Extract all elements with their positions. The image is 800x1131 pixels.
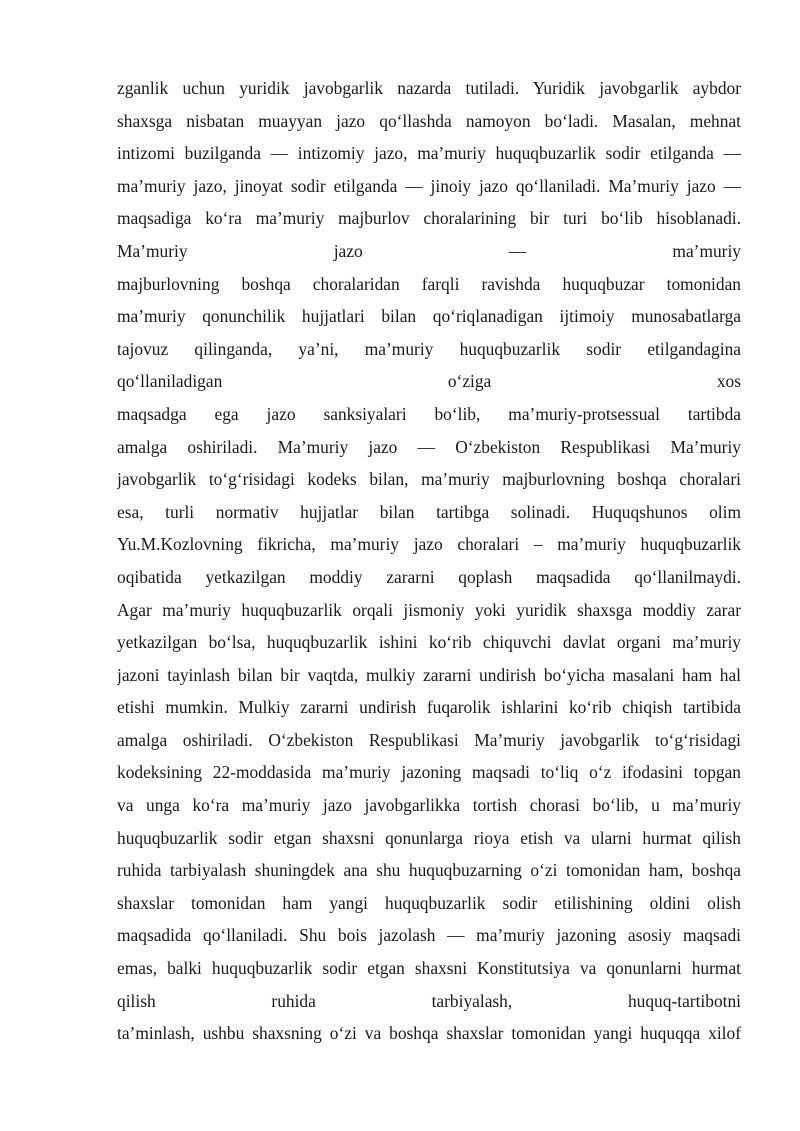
text-line: tajovuz qilinganda, ya’ni, ma’muriy huquqbuzarlik sodir etilgandagina	[117, 338, 741, 359]
text-line: maqsadga ega jazo sanksiyalari bo‘lib, ma’muriy-protsessual tartibda	[117, 403, 741, 424]
text-line: Agar ma’muriy huquqbuzarlik orqali jismoniy yoki yuridik shaxsga moddiy zarar	[117, 599, 741, 620]
text-line: va unga ko‘ra ma’muriy jazo javobgarlikka tortish chorasi bo‘lib, u ma’muriy	[117, 795, 741, 816]
text-line: qo‘llaniladigan o‘ziga xos	[117, 371, 741, 392]
text-line: emas, balki huquqbuzarlik sodir etgan shaxsni Konstitutsiya va qonunlarni hurmat	[117, 958, 741, 979]
text-line: shaxslar tomonidan ham yangi huquqbuzarlik sodir etilishining oldini olish	[117, 892, 741, 913]
text-line: maqsadiga ko‘ra ma’muriy majburlov choralarining bir turi bo‘lib hisoblanadi.	[117, 208, 741, 229]
text-line: amalga oshiriladi. O‘zbekiston Respublikasi Ma’muriy javobgarlik to‘g‘risidagi	[117, 729, 741, 750]
text-line: Ma’muriy jazo — ma’muriy	[117, 240, 741, 261]
text-line: oqibatida yetkazilgan moddiy zararni qoplash maqsadida qo‘llanilmaydi.	[117, 566, 741, 587]
body-text	[117, 72, 741, 1050]
text-line: majburlovning boshqa choralaridan farqli ravishda huquqbuzar tomonidan	[117, 273, 741, 294]
text-line: ta’minlash, ushbu shaxsning o‘zi va boshqa shaxslar tomonidan yangi huquqqa xilof	[117, 1023, 741, 1044]
text-line: zganlik uchun yuridik javobgarlik nazarda tutiladi. Yuridik javobgarlik aybdor	[117, 78, 741, 98]
text-line: jazoni tayinlash bilan bir vaqtda, mulkiy zararni undirish bo‘yicha masalani ham hal	[117, 664, 741, 685]
text-line: etishi mumkin. Mulkiy zararni undirish fuqarolik ishlarini ko‘rib chiqish tartibida	[117, 697, 741, 718]
text-line: shaxsga nisbatan muayyan jazo qo‘llashda namoyon bo‘ladi. Masalan, mehnat	[117, 110, 741, 131]
text-line: ruhida tarbiyalash shuningdek ana shu huquqbuzarning o‘zi tomonidan ham, boshqa	[117, 860, 741, 881]
text-line: intizomi buzilganda — intizomiy jazo, ma’muriy huquqbuzarlik sodir etilganda —	[117, 143, 741, 164]
text-line: qilish ruhida tarbiyalash, huquq-tartibotni	[117, 990, 741, 1011]
text-line: yetkazilgan bo‘lsa, huquqbuzarlik ishini ko‘rib chiquvchi davlat organi ma’muriy	[117, 632, 741, 653]
text-line: ma’muriy qonunchilik hujjatlari bilan qo‘riqlanadigan ijtimoiy munosabatlarga	[117, 306, 741, 327]
text-line: Yu.M.Kozlovning fikricha, ma’muriy jazo choralari – ma’muriy huquqbuzarlik	[117, 534, 741, 555]
text-line: maqsadida qo‘llaniladi. Shu bois jazolash — ma’muriy jazoning asosiy maqsadi	[117, 925, 741, 946]
text-line: ma’muriy jazo, jinoyat sodir etilganda — jinoiy jazo qo‘llaniladi. Ma’muriy jazo —	[117, 175, 741, 196]
text-line: javobgarlik to‘g‘risidagi kodeks bilan, ma’muriy majburlovning boshqa choralari	[117, 469, 741, 490]
text-line: kodeksining 22-moddasida ma’muriy jazoning maqsadi to‘liq o‘z ifodasini topgan	[117, 762, 741, 783]
text-line: amalga oshiriladi. Ma’muriy jazo — O‘zbekiston Respublikasi Ma’muriy	[117, 436, 741, 457]
text-line: esa, turli normativ hujjatlar bilan tartibga solinadi. Huquqshunos olim	[117, 501, 741, 522]
text-line: huquqbuzarlik sodir etgan shaxsni qonunlarga rioya etish va ularni hurmat qilish	[117, 827, 741, 848]
